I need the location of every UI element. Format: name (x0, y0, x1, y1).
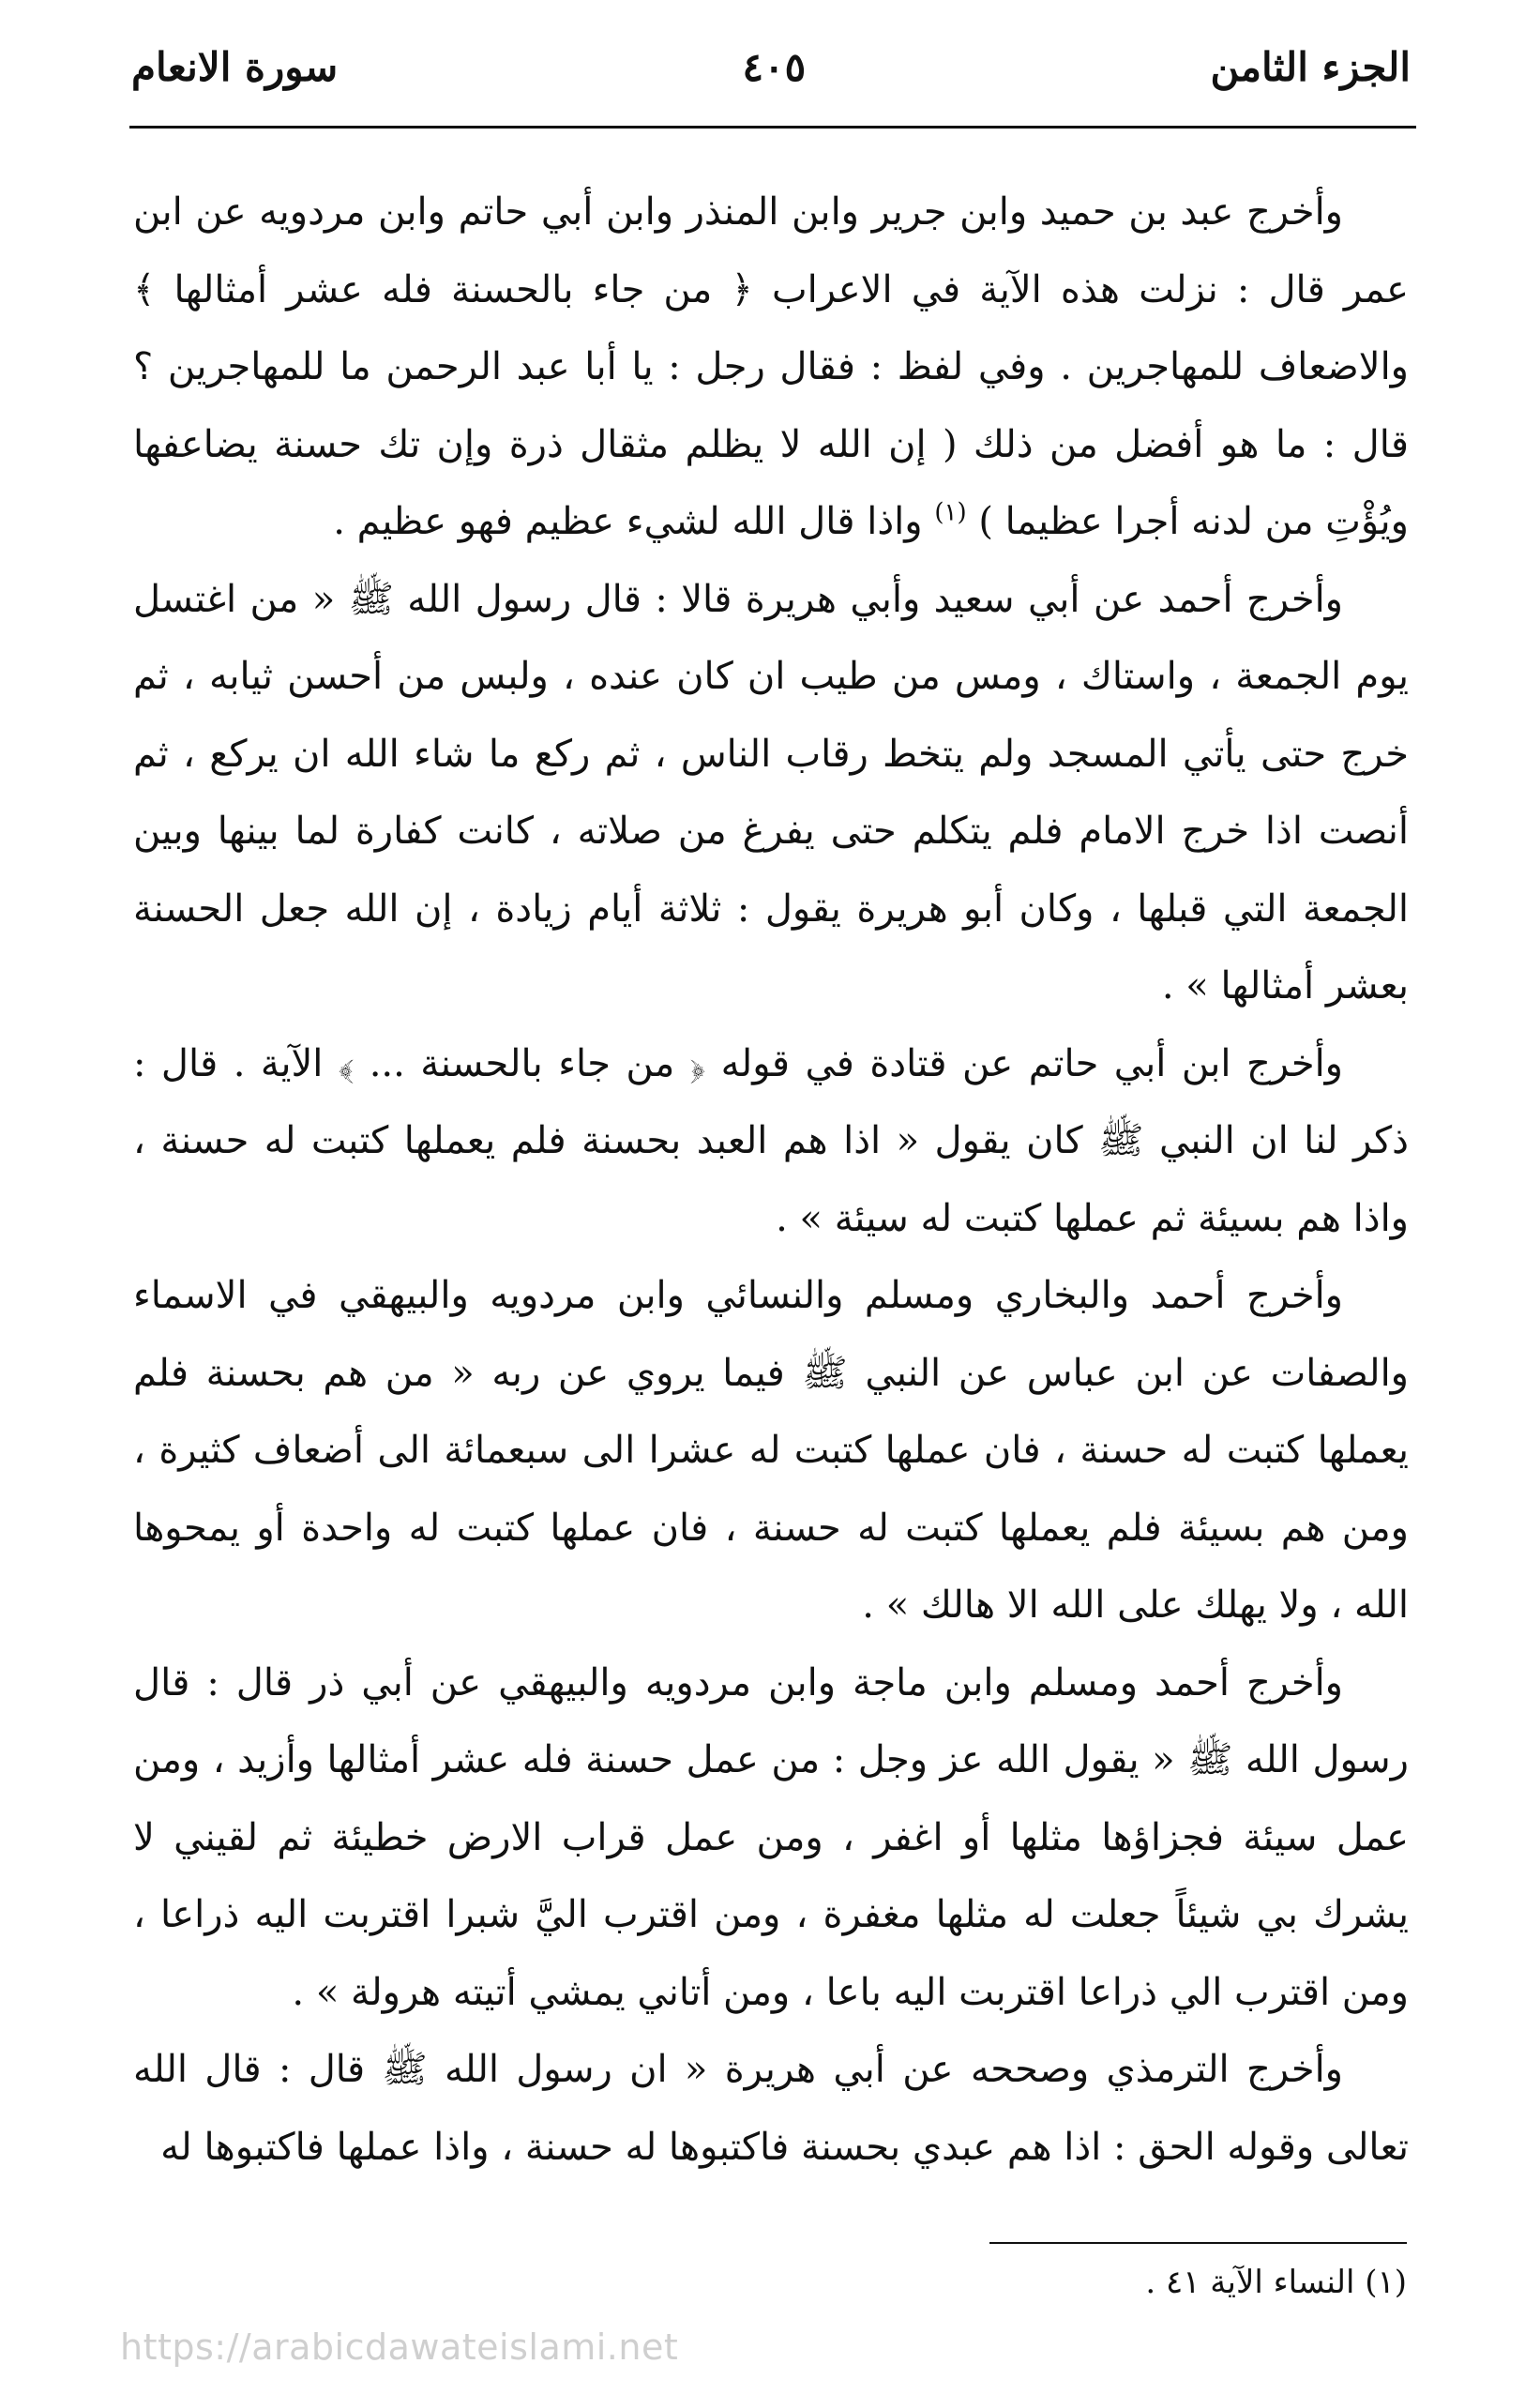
paragraph-5: وأخرج أحمد ومسلم وابن ماجة وابن مردويه والبيهقي عن أبي ذر قال : قال رسول الله ﷺ « يقول الله عز وجل : من عمل حسنة فله عشر أمثالها وأزيد ، ومن عمل سيئة فجزاؤها مثلها أو اغفر ، ومن عمل قراب الارض خطيئة ثم لقيني لا يشرك بي شيئاً جعلت له مثلها مغفرة ، ومن اقترب اليَّ شبرا اقتربت اليه ذراعا ، ومن اقترب الي ذراعا اقتربت اليه باعا ، ومن أتاني يمشي أتيته هرولة » . (133, 1660, 1409, 2014)
footnote: (١) النساء الآية ٤١ . (1145, 2264, 1407, 2301)
footnote-marker: (١) (934, 498, 967, 527)
paragraph-1 (133, 174, 1409, 561)
paragraph-2: وأخرج أحمد عن أبي سعيد وأبي هريرة قالا : قال رسول الله ﷺ « من اغتسل يوم الجمعة ، واستاك ، ومس من طيب ان كان عنده ، ولبس من أحسن ثيابه ، ثم خرج حتى يأتي المسجد ولم يتخط رقاب الناس ، ثم ركع ما شاء الله ان يركع ، ثم أنصت اذا خرج الامام فلم يتكلم حتى يفرغ من صلاته ، كانت كفارة لما بينها وبين الجمعة التي قبلها ، وكان أبو هريرة يقول : ثلاثة أيام زيادة ، إن الله جعل الحسنة بعشر أمثالها » . (133, 577, 1409, 1008)
paragraph-1-text: وأخرج عبد بن حميد وابن جرير وابن المنذر وابن أبي حاتم وابن مردويه عن ابن عمر قال : نزلت هذه الآية في الاعراب ﴿ من جاء بالحسنة فله عشر أمثالها ﴾ والاضعاف للمهاجرين . وفي لفظ : فقال رجل : يا أبا عبد الرحمن ما للمهاجرين ؟ قال : ما هو أفضل من ذلك ( إن الله لا يظلم مثقال ذرة وإن تك حسنة يضاعفها ويُؤْتِ من لدنه أجرا عظيما ) (133, 190, 1409, 543)
part-title: الجزء الثامن (1210, 43, 1411, 90)
page-number: ٤٠٥ (742, 43, 807, 90)
paragraph-3: وأخرج ابن أبي حاتم عن قتادة في قوله ﴿ من جاء بالحسنة ... ﴾ الآية . قال : ذكر لنا ان النبي ﷺ كان يقول « اذا هم العبد بحسنة فلم يعملها كتبت له حسنة ، واذا هم بسيئة ثم عملها كتبت له سيئة » . (133, 1041, 1409, 1240)
surah-title: سورة الانعام (131, 43, 339, 90)
paragraph-4: وأخرج أحمد والبخاري ومسلم والنسائي وابن مردويه والبيهقي في الاسماء والصفات عن ابن عباس عن النبي ﷺ فيما يروي عن ربه « من هم بحسنة فلم يعملها كتبت له حسنة ، فان عملها كتبت له عشرا الى سبعمائة الى أضعاف كثيرة ، ومن هم بسيئة فلم يعملها كتبت له حسنة ، فان عملها كتبت له واحدة أو يمحوها الله ، ولا يهلك على الله الا هالك » . (133, 1274, 1409, 1627)
paragraph-6: وأخرج الترمذي وصححه عن أبي هريرة « ان رسول الله ﷺ قال : قال الله تعالى وقوله الحق : اذا هم عبدي بحسنة فاكتبوها له حسنة ، واذا عملها فاكتبوها له (133, 2048, 1409, 2169)
footnote-divider (989, 2242, 1407, 2244)
main-text (133, 174, 1409, 2186)
paragraph-1-tail: واذا قال الله لشيء عظيم فهو عظيم . (333, 500, 923, 543)
watermark-url: https://arabicdawateislami.net (120, 2326, 679, 2368)
header-divider (129, 126, 1416, 129)
running-header (131, 34, 1411, 99)
